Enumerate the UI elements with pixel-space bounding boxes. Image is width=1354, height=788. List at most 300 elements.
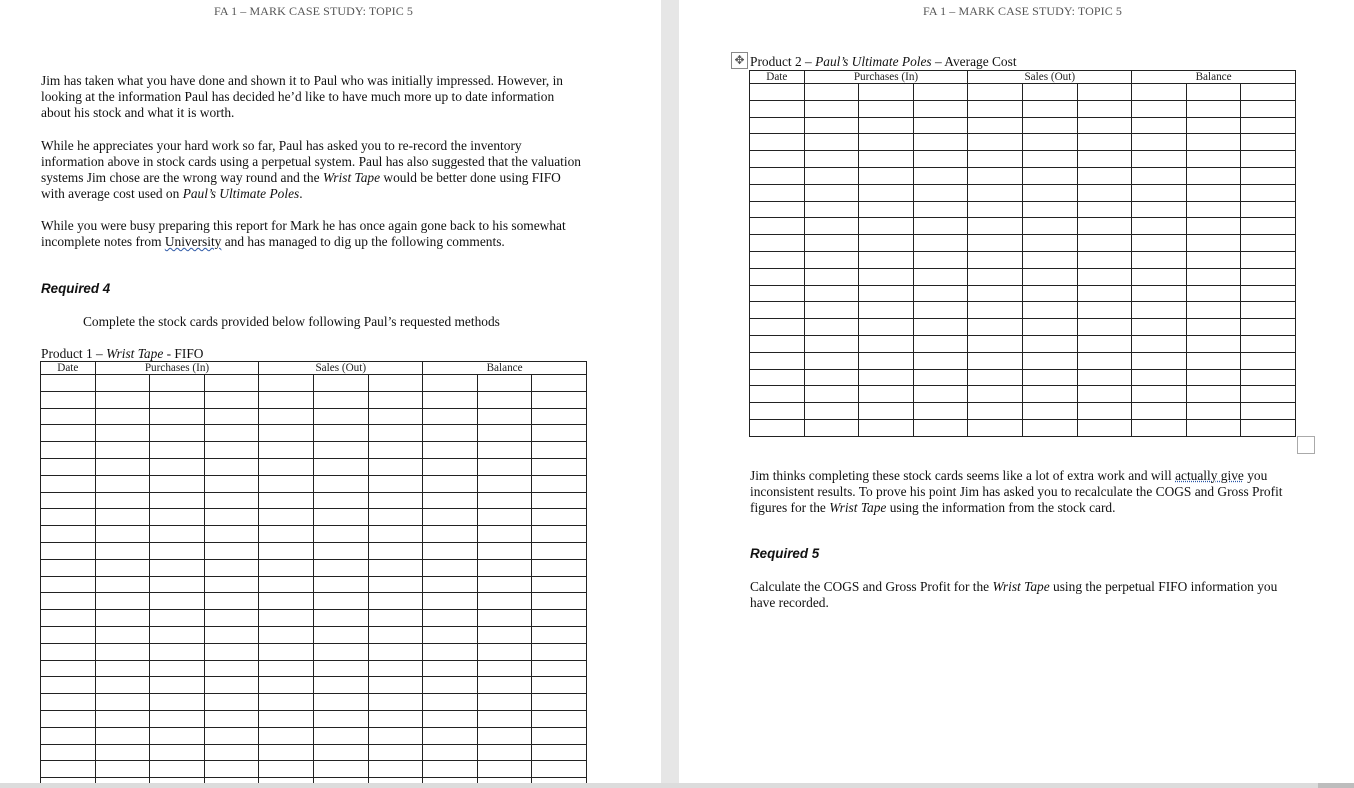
table-cell[interactable] [859,403,914,420]
table-cell[interactable] [1186,335,1241,352]
table-row[interactable] [41,442,587,459]
table-cell[interactable] [477,475,532,492]
table-cell[interactable] [150,643,205,660]
table-cell[interactable] [204,761,259,778]
table-cell[interactable] [1241,151,1296,168]
table-row[interactable] [750,268,1296,285]
table-cell[interactable] [259,593,314,610]
table-cell[interactable] [1132,319,1187,336]
table-cell[interactable] [259,375,314,392]
table-cell[interactable] [1132,302,1187,319]
table-cell[interactable] [259,610,314,627]
table-cell[interactable] [477,660,532,677]
table-cell[interactable] [532,475,587,492]
table-cell[interactable] [204,576,259,593]
table-cell[interactable] [313,526,368,543]
table-cell[interactable] [41,375,96,392]
table-cell[interactable] [1077,319,1132,336]
table-cell[interactable] [204,391,259,408]
table-cell[interactable] [532,694,587,711]
table-cell[interactable] [423,425,478,442]
table-cell[interactable] [259,576,314,593]
table-cell[interactable] [1077,100,1132,117]
table-cell[interactable] [1022,319,1077,336]
table-cell[interactable] [1132,218,1187,235]
table-cell[interactable] [259,492,314,509]
table-cell[interactable] [95,391,150,408]
table-cell[interactable] [423,660,478,677]
table-cell[interactable] [1077,302,1132,319]
table-cell[interactable] [368,458,423,475]
table-cell[interactable] [204,492,259,509]
table-cell[interactable] [95,643,150,660]
table-cell[interactable] [804,167,859,184]
table-cell[interactable] [913,403,968,420]
table-cell[interactable] [1241,319,1296,336]
table-cell[interactable] [968,369,1023,386]
table-cell[interactable] [477,559,532,576]
table-cell[interactable] [368,442,423,459]
table-cell[interactable] [368,643,423,660]
table-row[interactable] [41,425,587,442]
table-cell[interactable] [913,268,968,285]
table-cell[interactable] [859,319,914,336]
table-cell[interactable] [313,458,368,475]
table-cell[interactable] [1132,386,1187,403]
table-cell[interactable] [750,302,805,319]
table-cell[interactable] [750,134,805,151]
table-cell[interactable] [477,375,532,392]
table-cell[interactable] [1022,419,1077,436]
table-cell[interactable] [532,576,587,593]
table-cell[interactable] [477,694,532,711]
table-cell[interactable] [95,593,150,610]
table-cell[interactable] [150,442,205,459]
table-cell[interactable] [750,235,805,252]
table-row[interactable] [41,492,587,509]
table-cell[interactable] [95,694,150,711]
table-cell[interactable] [259,710,314,727]
table-cell[interactable] [804,84,859,101]
table-row[interactable] [41,593,587,610]
table-cell[interactable] [532,727,587,744]
table-cell[interactable] [750,117,805,134]
table-cell[interactable] [150,425,205,442]
table-row[interactable] [750,218,1296,235]
table-cell[interactable] [423,492,478,509]
table-cell[interactable] [968,151,1023,168]
table-cell[interactable] [41,677,96,694]
table-cell[interactable] [750,352,805,369]
table-cell[interactable] [204,442,259,459]
table-cell[interactable] [423,526,478,543]
table-cell[interactable] [913,335,968,352]
table-cell[interactable] [1241,285,1296,302]
table-cell[interactable] [1022,386,1077,403]
table-cell[interactable] [532,626,587,643]
table-cell[interactable] [313,727,368,744]
table-cell[interactable] [804,335,859,352]
table-move-handle-icon[interactable]: ✥ [731,52,748,69]
table-cell[interactable] [95,710,150,727]
table-cell[interactable] [41,526,96,543]
table-cell[interactable] [1132,235,1187,252]
table-cell[interactable] [1077,201,1132,218]
table-cell[interactable] [1186,302,1241,319]
table-cell[interactable] [259,526,314,543]
table-cell[interactable] [368,509,423,526]
table-cell[interactable] [423,442,478,459]
table-cell[interactable] [804,251,859,268]
table-cell[interactable] [150,492,205,509]
table-cell[interactable] [150,576,205,593]
table-cell[interactable] [913,319,968,336]
table-cell[interactable] [1186,184,1241,201]
table-cell[interactable] [1241,117,1296,134]
table-cell[interactable] [204,626,259,643]
table-cell[interactable] [95,660,150,677]
table-cell[interactable] [913,251,968,268]
table-cell[interactable] [368,610,423,627]
table-cell[interactable] [477,509,532,526]
table-cell[interactable] [477,710,532,727]
table-cell[interactable] [532,761,587,778]
table-cell[interactable] [204,475,259,492]
table-row[interactable] [41,475,587,492]
table-cell[interactable] [1022,134,1077,151]
table-cell[interactable] [750,285,805,302]
table-cell[interactable] [423,458,478,475]
table-cell[interactable] [477,744,532,761]
table-cell[interactable] [750,84,805,101]
table-cell[interactable] [913,84,968,101]
table-cell[interactable] [204,458,259,475]
table-cell[interactable] [259,542,314,559]
table-cell[interactable] [804,201,859,218]
table-cell[interactable] [368,425,423,442]
table-cell[interactable] [1132,134,1187,151]
table-cell[interactable] [1132,403,1187,420]
table-cell[interactable] [968,335,1023,352]
table-cell[interactable] [313,610,368,627]
table-cell[interactable] [1022,151,1077,168]
table-cell[interactable] [913,352,968,369]
table-cell[interactable] [913,167,968,184]
table-cell[interactable] [859,100,914,117]
table-cell[interactable] [41,509,96,526]
table-row[interactable] [750,352,1296,369]
table-cell[interactable] [1132,201,1187,218]
table-cell[interactable] [204,526,259,543]
table-cell[interactable] [204,710,259,727]
table-cell[interactable] [259,391,314,408]
table-cell[interactable] [313,542,368,559]
table-cell[interactable] [1186,151,1241,168]
table-row[interactable] [750,134,1296,151]
table-row[interactable] [41,744,587,761]
table-cell[interactable] [259,677,314,694]
table-cell[interactable] [1241,167,1296,184]
table-cell[interactable] [1241,386,1296,403]
table-row[interactable] [41,660,587,677]
table-cell[interactable] [859,335,914,352]
table-cell[interactable] [1022,352,1077,369]
table-cell[interactable] [150,660,205,677]
table-cell[interactable] [1241,302,1296,319]
grammar-actually-give[interactable]: actually give [1175,468,1244,483]
table-cell[interactable] [859,251,914,268]
table-cell[interactable] [1186,84,1241,101]
table-cell[interactable] [1186,268,1241,285]
table-cell[interactable] [95,542,150,559]
table-cell[interactable] [750,335,805,352]
table-cell[interactable] [259,442,314,459]
table-cell[interactable] [150,475,205,492]
table-cell[interactable] [968,167,1023,184]
table-cell[interactable] [859,167,914,184]
table-row[interactable] [41,610,587,627]
table-cell[interactable] [204,660,259,677]
table-cell[interactable] [532,408,587,425]
table-cell[interactable] [477,492,532,509]
table-cell[interactable] [804,302,859,319]
table-cell[interactable] [150,458,205,475]
table-cell[interactable] [368,660,423,677]
table-cell[interactable] [150,727,205,744]
table-cell[interactable] [368,559,423,576]
table-cell[interactable] [968,302,1023,319]
table-cell[interactable] [95,408,150,425]
table-cell[interactable] [1186,285,1241,302]
table-cell[interactable] [1186,403,1241,420]
table-cell[interactable] [750,369,805,386]
table-cell[interactable] [423,744,478,761]
table-cell[interactable] [1077,386,1132,403]
table-cell[interactable] [150,710,205,727]
scrollbar-thumb[interactable] [1318,783,1354,788]
table-row[interactable] [41,509,587,526]
table-cell[interactable] [423,559,478,576]
table-cell[interactable] [423,626,478,643]
table-cell[interactable] [150,375,205,392]
table-resize-handle-icon[interactable] [1297,436,1315,454]
table-cell[interactable] [532,425,587,442]
table-cell[interactable] [313,408,368,425]
table-cell[interactable] [95,509,150,526]
table-cell[interactable] [968,251,1023,268]
table-cell[interactable] [313,761,368,778]
table-cell[interactable] [423,643,478,660]
table-cell[interactable] [41,492,96,509]
table-cell[interactable] [859,218,914,235]
table-cell[interactable] [1132,268,1187,285]
table-cell[interactable] [1022,184,1077,201]
table-cell[interactable] [750,201,805,218]
table-cell[interactable] [95,375,150,392]
table-cell[interactable] [1186,235,1241,252]
table-row[interactable] [750,151,1296,168]
table-cell[interactable] [1241,419,1296,436]
table-row[interactable] [41,576,587,593]
table-row[interactable] [750,167,1296,184]
table-cell[interactable] [41,710,96,727]
table-cell[interactable] [204,643,259,660]
table-cell[interactable] [259,761,314,778]
table-cell[interactable] [1241,100,1296,117]
table-cell[interactable] [150,610,205,627]
table-cell[interactable] [95,425,150,442]
table-cell[interactable] [1132,369,1187,386]
table-row[interactable] [750,201,1296,218]
table-cell[interactable] [532,593,587,610]
table-cell[interactable] [313,710,368,727]
table-cell[interactable] [750,167,805,184]
table-cell[interactable] [1241,335,1296,352]
table-cell[interactable] [41,660,96,677]
table-cell[interactable] [859,419,914,436]
table-row[interactable] [750,319,1296,336]
table-cell[interactable] [150,391,205,408]
table-cell[interactable] [313,626,368,643]
table-cell[interactable] [532,492,587,509]
table-cell[interactable] [1022,167,1077,184]
table-cell[interactable] [532,391,587,408]
table-cell[interactable] [859,235,914,252]
table-cell[interactable] [532,643,587,660]
table-cell[interactable] [423,542,478,559]
table-cell[interactable] [1241,235,1296,252]
table-cell[interactable] [41,408,96,425]
table-cell[interactable] [150,559,205,576]
table-cell[interactable] [532,660,587,677]
table-row[interactable] [41,458,587,475]
table-cell[interactable] [368,475,423,492]
table-cell[interactable] [913,134,968,151]
table-cell[interactable] [259,425,314,442]
table-row[interactable] [750,302,1296,319]
table-cell[interactable] [368,408,423,425]
table-cell[interactable] [750,184,805,201]
table-cell[interactable] [913,218,968,235]
table-cell[interactable] [423,375,478,392]
table-cell[interactable] [41,576,96,593]
table-cell[interactable] [859,201,914,218]
table-cell[interactable] [1077,403,1132,420]
table-cell[interactable] [204,509,259,526]
table-cell[interactable] [1077,218,1132,235]
table-cell[interactable] [804,285,859,302]
spellcheck-university[interactable]: University [164,234,222,249]
table-cell[interactable] [1132,167,1187,184]
table-row[interactable] [41,626,587,643]
table-cell[interactable] [1077,167,1132,184]
table-cell[interactable] [750,319,805,336]
table-row[interactable] [41,710,587,727]
table-cell[interactable] [150,526,205,543]
table-cell[interactable] [859,285,914,302]
table-cell[interactable] [913,100,968,117]
table-cell[interactable] [1241,251,1296,268]
table-cell[interactable] [150,694,205,711]
table-cell[interactable] [1186,134,1241,151]
table-cell[interactable] [313,643,368,660]
horizontal-scrollbar[interactable] [0,783,1354,788]
table-cell[interactable] [150,761,205,778]
table-cell[interactable] [313,442,368,459]
table-cell[interactable] [968,100,1023,117]
table-cell[interactable] [368,391,423,408]
table-cell[interactable] [259,458,314,475]
table-cell[interactable] [95,458,150,475]
table-cell[interactable] [95,744,150,761]
table-cell[interactable] [1186,100,1241,117]
table-cell[interactable] [41,626,96,643]
table-cell[interactable] [1022,369,1077,386]
table-cell[interactable] [804,268,859,285]
table-cell[interactable] [477,391,532,408]
table-cell[interactable] [204,593,259,610]
table-cell[interactable] [477,677,532,694]
table-cell[interactable] [1186,167,1241,184]
table-cell[interactable] [204,610,259,627]
table-cell[interactable] [532,526,587,543]
table-cell[interactable] [804,235,859,252]
table-row[interactable] [750,403,1296,420]
table-cell[interactable] [532,744,587,761]
table-cell[interactable] [1132,335,1187,352]
table-cell[interactable] [1132,151,1187,168]
table-cell[interactable] [313,593,368,610]
table-cell[interactable] [150,408,205,425]
table-row[interactable] [41,391,587,408]
table-cell[interactable] [41,458,96,475]
table-cell[interactable] [423,677,478,694]
table-cell[interactable] [1132,419,1187,436]
table-cell[interactable] [477,408,532,425]
table-cell[interactable] [859,369,914,386]
table-row[interactable] [750,251,1296,268]
table-cell[interactable] [1132,100,1187,117]
table-cell[interactable] [313,475,368,492]
table-cell[interactable] [95,761,150,778]
table-cell[interactable] [913,369,968,386]
table-cell[interactable] [859,268,914,285]
table-cell[interactable] [150,593,205,610]
table-cell[interactable] [259,660,314,677]
table-cell[interactable] [41,744,96,761]
table-cell[interactable] [259,559,314,576]
table-cell[interactable] [477,526,532,543]
table-cell[interactable] [1022,100,1077,117]
table-cell[interactable] [368,677,423,694]
table-cell[interactable] [41,761,96,778]
table-cell[interactable] [477,610,532,627]
table-cell[interactable] [750,251,805,268]
table-cell[interactable] [41,442,96,459]
table-cell[interactable] [750,386,805,403]
table-cell[interactable] [1186,218,1241,235]
table-cell[interactable] [968,268,1023,285]
table-cell[interactable] [259,509,314,526]
table-row[interactable] [750,184,1296,201]
table-cell[interactable] [95,727,150,744]
table-cell[interactable] [368,710,423,727]
table-cell[interactable] [259,475,314,492]
table-cell[interactable] [95,626,150,643]
table-row[interactable] [41,408,587,425]
table-cell[interactable] [804,319,859,336]
table-cell[interactable] [804,218,859,235]
